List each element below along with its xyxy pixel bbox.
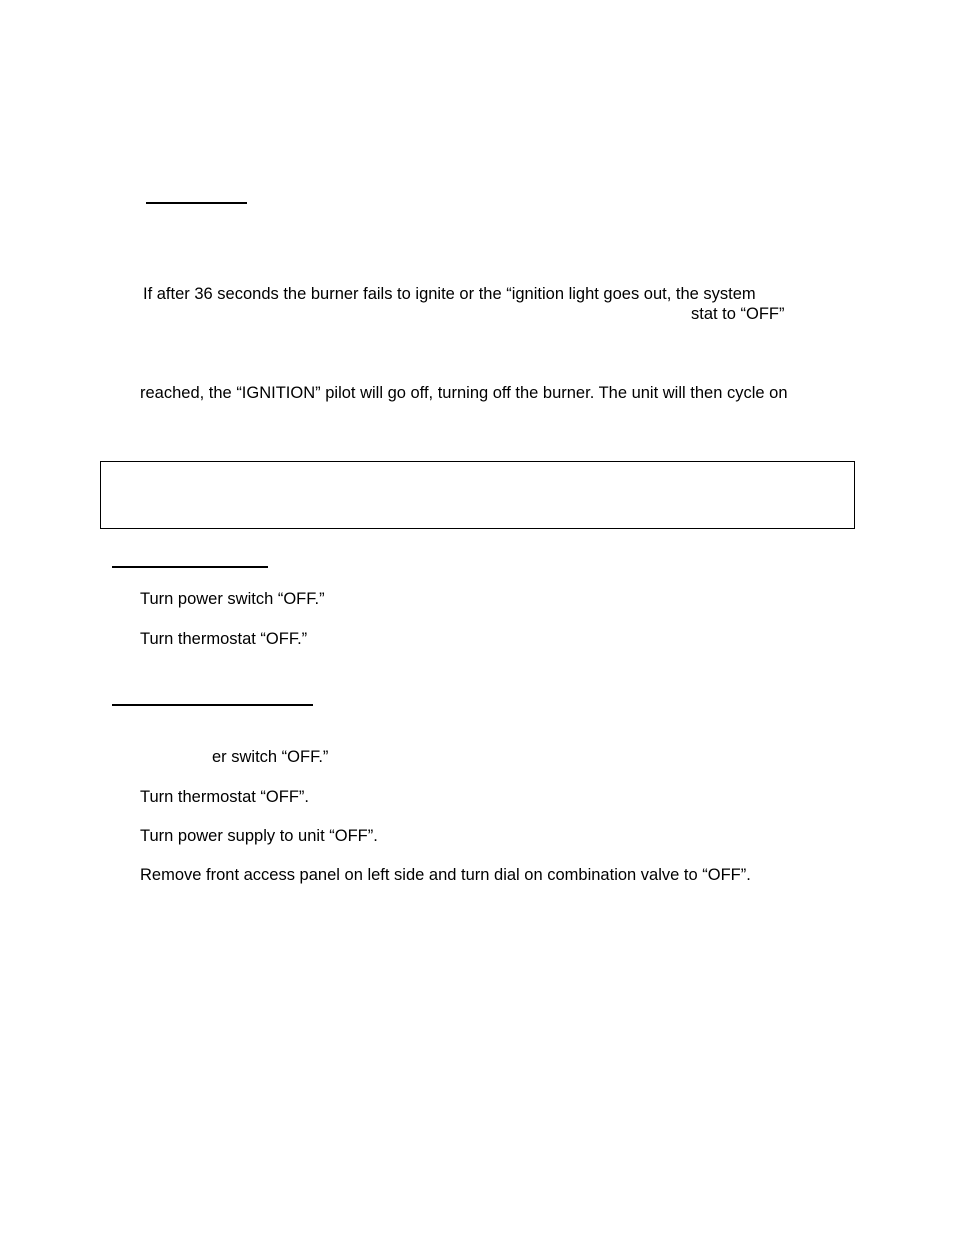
paragraph-ignition-failure-line-1: If after 36 seconds the burner fails to ignite or the “ignition light goes out, the system xyxy=(143,285,756,303)
section-one-step-1: Turn power switch “OFF.” xyxy=(140,590,325,608)
paragraph-ignition-failure-line-2: stat to “OFF” xyxy=(691,305,785,323)
section-two-step-2: Turn thermostat “OFF”. xyxy=(140,788,309,806)
section-two-heading-underline xyxy=(112,704,313,706)
section-one-heading-underline xyxy=(112,566,268,568)
section-one-step-2: Turn thermostat “OFF.” xyxy=(140,630,308,648)
heading-underline-top xyxy=(146,202,247,204)
section-two-step-4: Remove front access panel on left side and turn dial on combination valve to “OFF”. xyxy=(140,866,751,884)
section-two-step-1: er switch “OFF.” xyxy=(212,748,329,766)
note-box xyxy=(100,461,855,529)
section-two-step-3: Turn power supply to unit “OFF”. xyxy=(140,827,378,845)
paragraph-cycle-line: reached, the “IGNITION” pilot will go off, turning off the burner. The unit will then cycle on xyxy=(140,384,788,402)
